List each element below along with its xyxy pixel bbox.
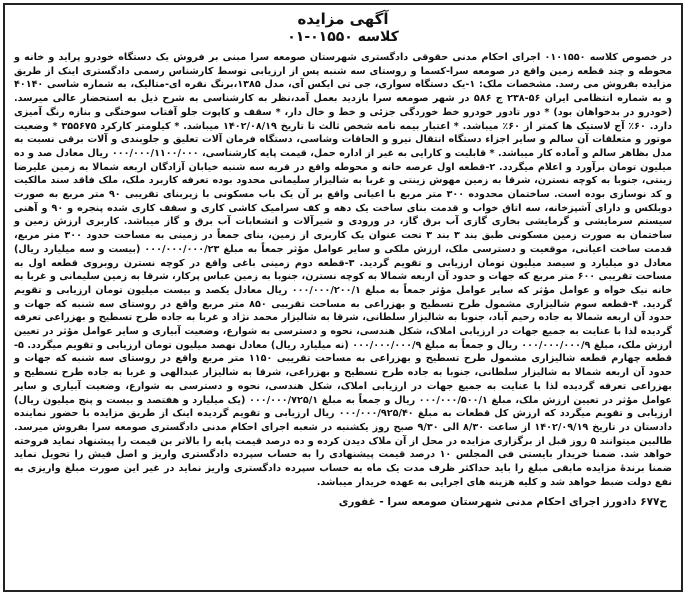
notice-title: آگهی مزایده	[297, 10, 389, 28]
notice-body: در خصوص کلاسه ۰۱۰۱۵۵۰ اجرای احکام مدنی حقوقی دادگستری شهرستان صومعه سرا مبنی بر فروش یک دستگاه خودرو پراید و خانه و محوطه و چند قطعه زمین واقع در صومعه سرا-کسما و روستای سه شنبه پس از ارزیابی توسط کارشناس رسمی دادگستری اینک از طریق مزایده بفروش می رسد. مشخصات ملک: ۱-یک دستگاه سواری، جی تی ایکس آی، مدل ۱۳۸۵،برنگ نقره ای-متالیک، به شماره شاسی ۴۰۱۴۰ و به شماره انتظامی ایران ۵۶-۲۳۸ ج ۵۸۶ در شهر صومعه سرا بازدید بعمل آمد،نظر به کارشناسی به شرح ذیل به استحضار عالی میرسد.(خودرو در بدخواهان بود) * دور تادور خودرو خط خوردگی جزئی و خط و خال دار، * سقف و کاپوت جلو آفتاب سوختگی و بنازه رنگ آمیزی دارد. ۶۰٪ آج لاستیک ها کمتر از ۶۰٪ میباشد. * اعتبار بیمه نامه شخص ثالث تا تاریخ ۱۴۰۲/۰۸/۱۹ میباشد. * کیلومتر کارکرد ۳۵۵۶۷۵ * وضعیت موتور و متعلقات آن سالم و سایر اجزاء دستگاه انتقال نیرو و الحاقات وشاسی، دستگاه فرمان آلات تعلیق و جلوبندی و آلات برقی نسبت به مدل بظاهر سالم و آماده کار میباشد. * قابلیت و کارایی به غیر از اداره حمل، قیمت پایه کارشناسی، ۰۰۰/۰۰۰/۱۱۰۰/۰۰۰ ریال معادل صد و ده میلیون تومان برآورد و اعلام میگردد. ۲-قطعه اول عرصه خانه و محوطه واقع در قریه سه شنبه خیابان آزادگان اربعه شمالا به زمین علیرضا زینتی، جنوبا به کوچه نسترن، شرقا به زمین مهوش زینتی و غربا به شالیزار سلیمانی محدود بوده تعرفه کاربرد ملک، ملک فاقد سند مالکیت و کد نوسازی بوده است. ساختمان محدوده ۳۰۰ متر مربع با اعیانی واقع بر آن یک باب مسکونی با زیربنای تقریبی ۹۰ متر مربع به صورت دوبلکس و دارای آشپزخانه، سه اتاق خواب و قدمت بنای ساخت یک دهه و کف سرامیک کاشی کاری و سقف کاری شده پنجره و ۹۰ و آهنی سیستم سرمایشی و گرمایشی بخاری گازی آب برق گاز، در ورودی و شیرآلات و انشعابات آب برق و گاز میباشد. کاربری ارزش زمین و ساختمان به صورت زمین مسکونی طبق بند ۳ بند ۳ تحت عنوان یک کاربری از زمین، بنای جمعاً در زمینی به مساحت حدود ۳۰۰ متر مربع، قدمت ساخت اعیانی، موقعیت و دسترسی ملک، ارزش ملکی و سایر عوامل مؤثر جمعاً به مبلغ ۰۰۰/۰۰۰/۰۰۰/۲۳ (بیست و سه میلیارد ریال) معادل دو میلیارد و سیصد میلیون تومان ارزیابی و تقویم گردید. ۳-قطعه دوم زمینی باغی واقع در کوچه نسترن روبروی قطعه اول به مساحت تقریبی ۶۰۰ متر مربع که جهات و حدود آن اربعه شمالا به کوچه نسترن، جنوبا به زمین عباس پرکار، شرقا به زمین سلیمانی و غربا به خانه نیک خواه و عوامل مؤثر که سایر عوامل مؤثر جمعاً به مبلغ ۰۰۰/۰۰۰/۲۰۰/۱ ریال معادل یکصد و بیست میلیون تومان ارزیابی و تقویم گردید. ۴-قطعه سوم شالیزاری مشمول طرح تسطیح و بهزراعی به مساحت تقریبی ۸۵۰ متر مربع واقع در روستای سه شنبه که جهات و حدود آن اربعه شمالا به جاده رحیم آباد، جنوبا به شالیزار سلطانی، شرقا به شالیزار محمد نژاد و غربا به جاده طرح تسطیح و بهزراعی تعرفه گردیده لذا با عنایت به جمیع جهات در ارزیابی املاک، شکل هندسی، نحوه و دسترسی به شوارع، وضعیت آبیاری و سایر عوامل مؤثر در تعیین ارزش ملک، مبلغ ۰۰۰/۰۰۰/۰۰۰/۹ ریال و جمعاً به مبلغ ۰۰۰/۰۰۰/۰۰۰/۹ (نه میلیارد ریال) معادل نهصد میلیون تومان ارزیابی و تقویم میگردد. ۵-قطعه چهارم قطعه شالیزاری مشمول طرح تسطیح و بهزراعی به مساحت تقریبی ۱۱۵۰ متر مربع واقع در روستای سه شنبه که جهات و حدود آن اربعه شمالا به شالیزار سلطانی، جنوبا به جاده طرح تسطیح و بهزراعی، شرقا به شالیزار عبدالهی و غربا به جاده طرح تسطیح و بهزراعی تعرفه گردیده لذا با عنایت به جمیع جهات در ارزیابی املاک، شکل هندسی، نحوه و دسترسی به شوارع، وضعیت آبیاری و سایر عوامل مؤثر در تعیین ارزش ملک، مبلغ ۰۰۰/۰۰۰/۵۰۰/۱ ریال و جمعاً به مبلغ ۰۰۰/۰۰۰/۷۲۵/۱ (یک میلیارد و هفتصد و بیست و پنج میلیون ریال) ارزیابی و تقویم میگردد که ارزش کل قطعات به مبلغ ۰۰۰/۰۰۰/۹۲۵/۴۰ ریال ارزیابی و تقویم گردیده اینک از طریق مزایده با حضور نماینده دادستان در تاریخ ۱۴۰۲/۰۹/۱۹ از ساعت ۸/۳۰ الی ۹/۳۰ صبح روز یکشنبه در شعبه اجرای احکام مدنی دادگستری صومعه سرا بفروش میرسد. طالبین میتوانند ۵ روز قبل از برگزاری مزایده در محل از آن ملاک دیدن کرده و ده درصد قیمت پایه را بالاتر بن قیمت را پیشنهاد نماید فروخته خواهد شد. ضمنا خریدار بایستی فی المجلس ۱۰ درصد قیمت پیشنهادی را به حساب سپرده دادگستری واریز و اصل فیش را تحویل نماید ضمنا برندهٔ مزایده مابقی مبلغ را باید حداکثر ظرف مدت یک ماه به حساب سپرده دادگستری واریز نماید در غیر این صورت مبلغ واریزی به نفع دولت ضبط خواهد شد و کلیه هزینه های اجرایی به عهده خریدار میباشد.	[14, 52, 673, 488]
auction-notice-box	[3, 3, 683, 592]
notice-case-number: کلاسه ۰۱۵۵۰-۰۱	[287, 29, 399, 45]
notice-signature: ح۶۷۷ دادورز اجرای احکام مدنی شهرستان صومعه سرا - غفوری	[338, 495, 667, 508]
